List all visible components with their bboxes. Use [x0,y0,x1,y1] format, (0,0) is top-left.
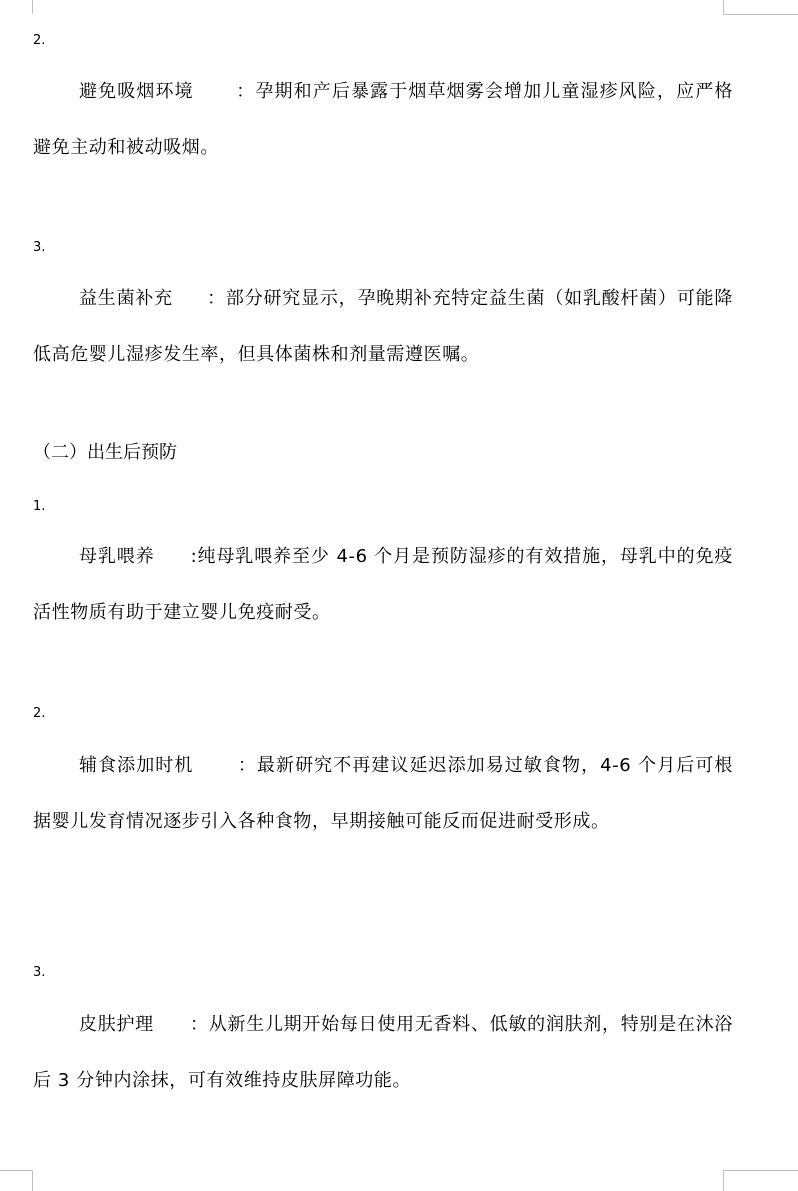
crop-mark-top-right [723,0,798,15]
paragraph-body: :纯母乳喂养至少 4-6 个月是预防湿疹的有效措施，母乳中的免疫活性物质有助于建立婴儿免疫耐受。 [33,546,733,623]
crop-mark-bottom-right [723,1170,798,1191]
paragraph-breastfeeding [33,529,733,641]
item-number: 2. [33,33,46,48]
item-number: 3. [33,965,46,980]
paragraph-title: 辅食添加时机 [79,755,194,776]
paragraph-body: ：孕期和产后暴露于烟草烟雾会增加儿童湿疹风险，应严格避免主动和被动吸烟。 [33,81,733,158]
paragraph-solid-food-timing [33,738,733,850]
paragraph-title: 母乳喂养 [79,546,155,567]
item-number: 1. [33,499,46,514]
paragraph-title: 益生菌补充 [79,288,173,309]
paragraph-body: ：从新生儿期开始每日使用无香料、低敏的润肤剂，特别是在沐浴后 3 分钟内涂抹，可有效维持皮肤屏障功能。 [33,1014,733,1091]
paragraph-smoke-avoidance [33,64,733,176]
paragraph-title: 避免吸烟环境 [79,81,194,102]
section-heading: （二）出生后预防 [33,442,177,463]
paragraph-skin-care [33,997,733,1109]
crop-mark-bottom-left [0,1170,33,1191]
paragraph-title: 皮肤护理 [79,1014,154,1035]
paragraph-probiotics [33,271,733,383]
paragraph-body: ：部分研究显示，孕晚期补充特定益生菌（如乳酸杆菌）可能降低高危婴儿湿疹发生率，但具体菌株和剂量需遵医嘱。 [33,288,734,365]
item-number: 2. [33,706,46,721]
paragraph-body: ：最新研究不再建议延迟添加易过敏食物，4-6 个月后可根据婴儿发育情况逐步引入各种食物，早期接触可能反而促进耐受形成。 [33,755,733,832]
item-number: 3. [33,240,46,255]
crop-mark-top-left [0,0,33,14]
